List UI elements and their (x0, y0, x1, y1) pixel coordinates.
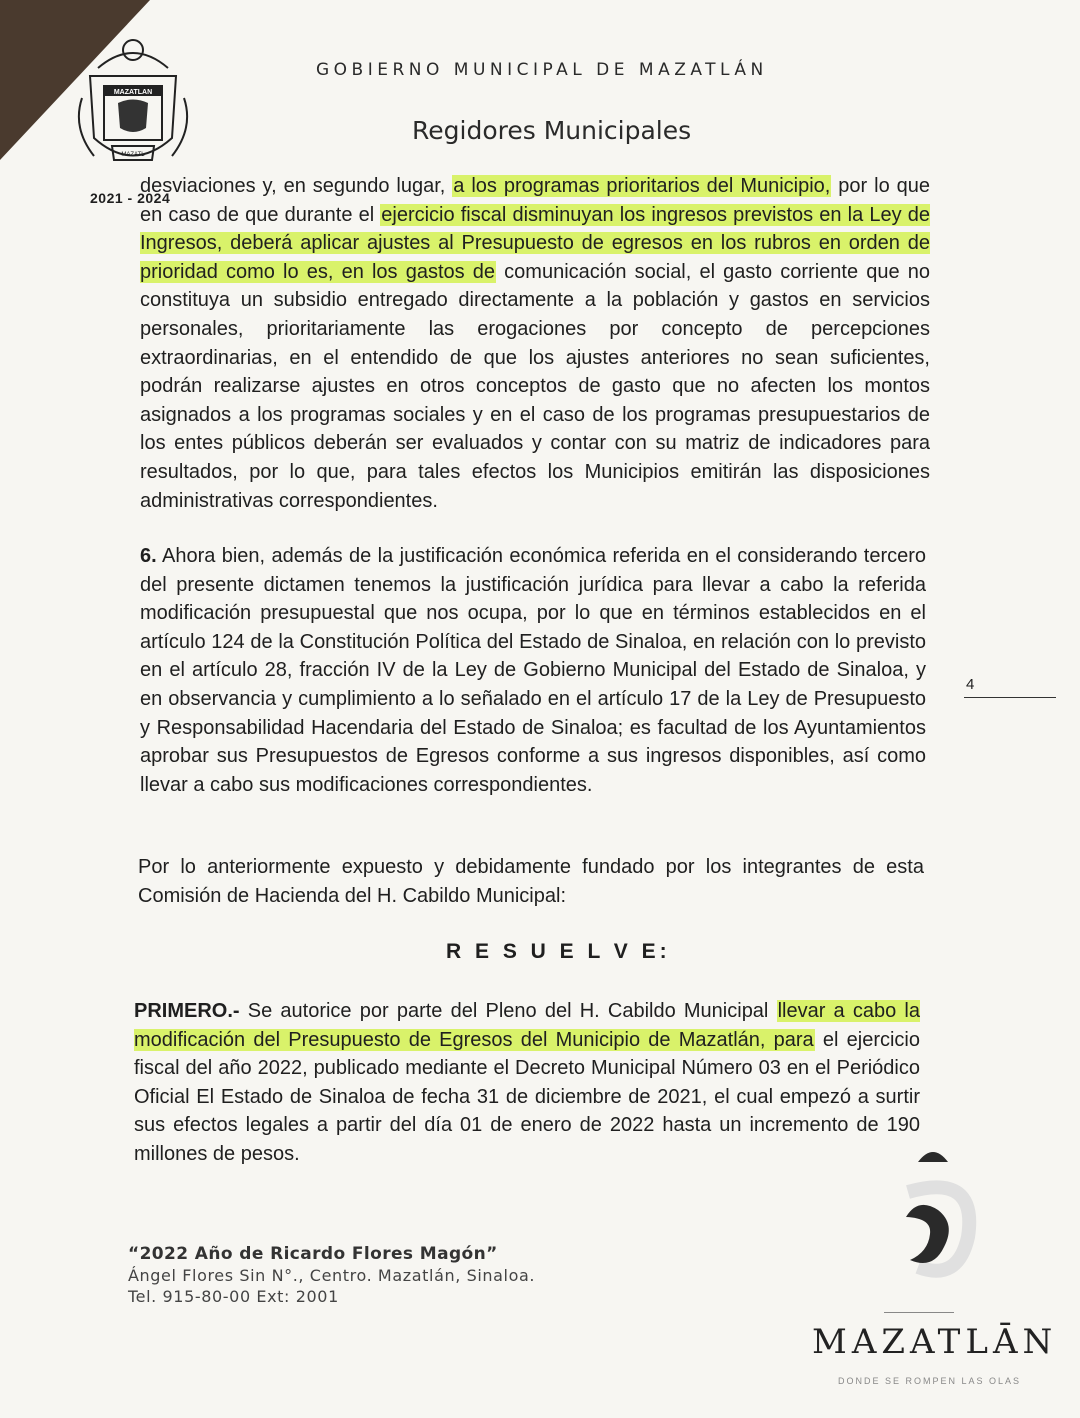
paragraph-number: 6. (140, 545, 157, 567)
highlighted-text: a los programas prioritarios del Municipio, (453, 175, 831, 197)
text-run: el ejercicio fiscal del año 2022, publicado mediante el Decreto Municipal Número 03 en el Periódico Oficial El Estado de Sinaloa de fecha 31 de diciembre de 2021, el cual empezó a surtir sus efectos legales a partir del día 01 de enero de 2022 hasta un incremento de 190 millones de pesos. (134, 1028, 920, 1165)
text-run: Se autorice por parte del Pleno del H. Cabildo Municipal (239, 1000, 777, 1022)
footer-motto: “2022 Año de Ricardo Flores Magón” (128, 1244, 498, 1264)
highlighted-text: llevar a cabo la modificación del Presupuesto de Egresos del Municipio de Mazatlán, para (134, 1000, 920, 1051)
municipal-crest-icon (68, 28, 198, 178)
crest-years: 2021 - 2024 (90, 190, 171, 206)
paragraph-legal-justification (140, 542, 926, 799)
text-run: Ahora bien, además de la justificación económica referida en el considerando tercero del presente dictamen tenemos la justificación jurídica para llevar a cabo la referida modificación presupuestal que nos ocupa, por lo que en términos establecidos en el artículo 124 de la Constitución Política del Estado de Sinaloa, en relación con lo previsto en el artículo 28, fracción IV de la Ley de Gobierno Municipal del Estado de Sinaloa, y en observancia y cumplimiento a lo señalado en el artículo 17 de la Ley de Presupuesto y Responsabilidad Hacendaria del Estado de Sinaloa; es facultad de los Ayuntamientos aprobar sus Presupuestos de Egresos conforme a sus ingresos disponibles, así como llevar a cabo sus modificaciones correspondientes. (140, 545, 927, 796)
paragraph-first-resolution (134, 997, 920, 1169)
footer (128, 1244, 535, 1306)
text-run: por lo que en caso de que durante el (140, 175, 931, 226)
government-heading: GOBIERNO MUNICIPAL DE MAZATLÁN (316, 60, 768, 80)
brand-wordmark: MAZATLĀN (812, 1322, 1058, 1362)
resolution-label: PRIMERO.- (134, 1000, 240, 1022)
wave-logo-icon (878, 1142, 988, 1292)
text-run: desviaciones y, en segundo lugar, (140, 175, 453, 197)
brand-tagline: DONDE SE ROMPEN LAS OLAS (838, 1376, 1022, 1386)
svg-text:MAZATLAN: MAZATLAN (113, 89, 153, 96)
page-number: 4 (966, 676, 975, 693)
resolution-heading: R E S U E L V E: (446, 940, 671, 963)
highlighted-text: ejercicio fiscal disminuyan los ingresos previstos en la Ley de Ingresos, deberá aplicar ajustes al Presupuesto de egresos en los rubros en orden de prioridad como lo es, en los gastos de (140, 203, 930, 283)
paragraph-budget-adjustments (140, 172, 930, 515)
page-number-rule (964, 697, 1056, 698)
footer-phone: Tel. 915-80-00 Ext: 2001 (128, 1287, 339, 1306)
text-run: comunicación social, el gasto corriente que no constituya un subsidio entregado directamente a la población y gastos en servicios personales, prioritariamente las erogaciones por concepto de percepciones extraordinarias, en el entendido de que los ajustes anteriores no sean suficientes, podrán realizarse ajustes en otros conceptos de gasto que no afecten los montos asignados a los programas sociales y en el caso de los programas presupuestarios de los entes públicos deberán ser evaluados y contar con su matriz de indicadores para resultados, por lo que, para tales efectos los Municipios emitirán las disposiciones administrativas correspondientes. (140, 260, 930, 512)
svg-text:MAZATL: MAZATL (121, 152, 145, 158)
paragraph-preamble: Por lo anteriormente expuesto y debidamente fundado por los integrantes de esta Comisión de Hacienda del H. Cabildo Municipal: (138, 856, 924, 907)
council-heading: Regidores Municipales (412, 116, 692, 145)
footer-address: Ángel Flores Sin N°., Centro. Mazatlán, Sinaloa. (128, 1266, 536, 1285)
logo-rule (884, 1312, 954, 1313)
